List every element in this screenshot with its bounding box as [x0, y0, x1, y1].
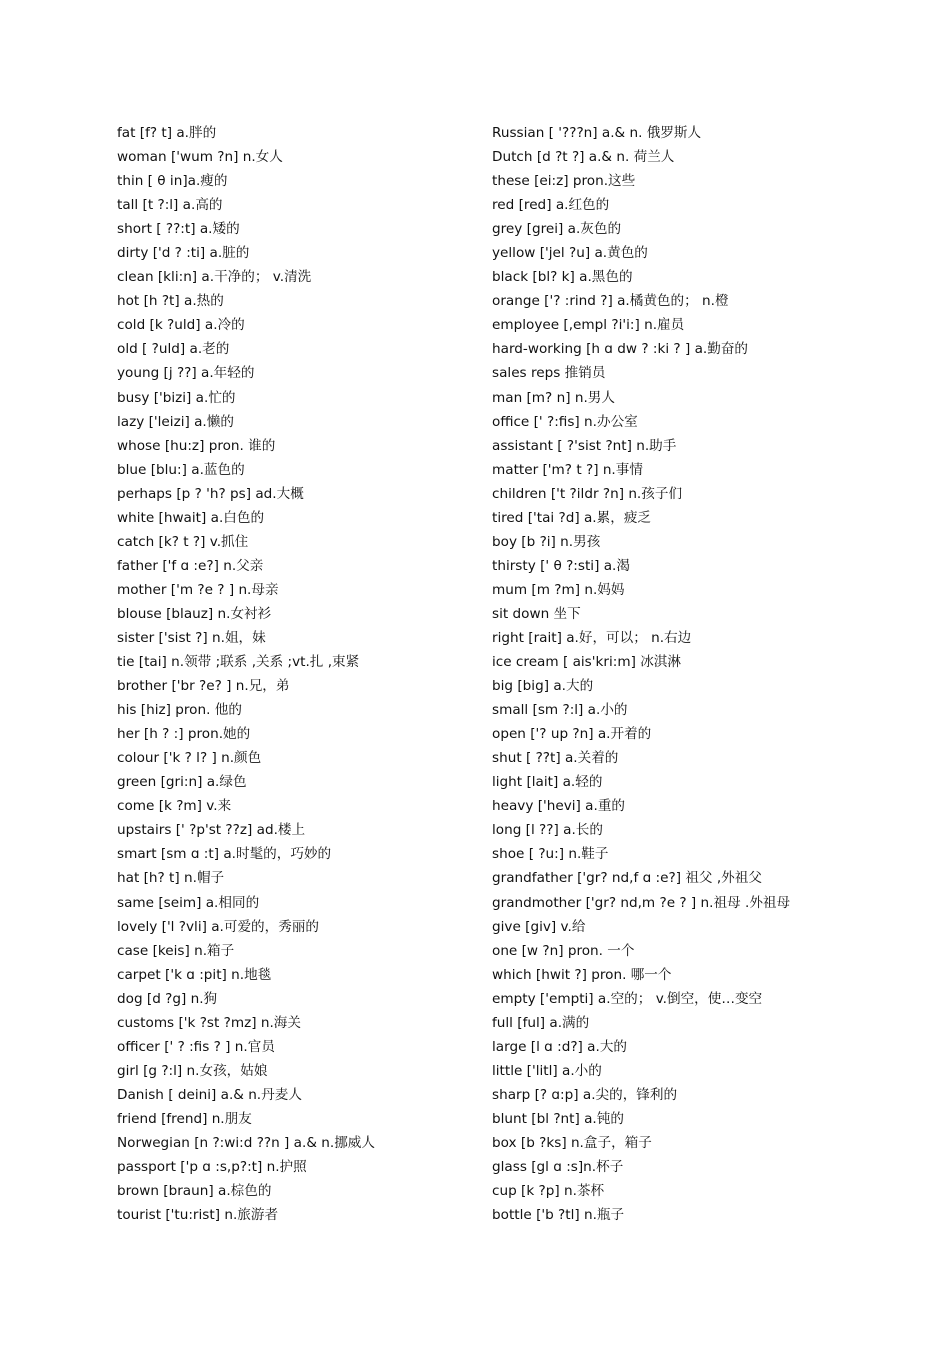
vocab-entry: old [ ?uld] a.老的 — [117, 341, 230, 358]
vocab-entry: perhaps [p ? 'h? ps] ad.大概 — [117, 485, 304, 502]
vocab-entry: cold [k ?uld] a.冷的 — [117, 317, 245, 334]
vocab-entry: these [ei:z] pron.这些 — [492, 173, 636, 190]
vocab-entry: grey [grei] a.灰色的 — [492, 221, 622, 238]
vocab-entry: man [m? n] n.男人 — [492, 389, 615, 406]
vocab-entry: whose [hu:z] pron. 谁的 — [117, 437, 276, 454]
vocab-entry: short [ ??:t] a.矮的 — [117, 221, 240, 238]
vocab-entry: light [lait] a.轻的 — [492, 774, 603, 791]
vocab-entry: mum [m ?m] n.妈妈 — [492, 581, 625, 598]
vocab-entry: blouse [blauz] n.女衬衫 — [117, 605, 272, 622]
vocab-entry: colour ['k ? l? ] n.颜色 — [117, 750, 262, 767]
vocab-entry: busy ['bizi] a.忙的 — [117, 389, 236, 406]
vocab-entry: catch [k? t ?] v.抓住 — [117, 533, 249, 550]
vocab-entry: hat [h? t] n.帽子 — [117, 870, 225, 887]
vocab-entry: empty ['empti] a.空的； v.倒空，使…变空 — [492, 990, 763, 1007]
vocab-entry: dog [d ?g] n.狗 — [117, 990, 218, 1007]
vocab-entry: black [bl? k] a.黑色的 — [492, 269, 633, 286]
vocab-entry: clean [kli:n] a.干净的； v.清洗 — [117, 269, 312, 286]
vocab-entry: Russian [ '???n] a.& n. 俄罗斯人 — [492, 125, 702, 141]
vocab-entry: dirty ['d ? :ti] a.脏的 — [117, 245, 250, 262]
vocab-entry: tall [t ?:l] a.高的 — [117, 197, 223, 214]
vocab-entry: large [l ɑ :d?] a.大的 — [492, 1038, 628, 1055]
vocab-entry: small [sm ?:l] a.小的 — [492, 702, 628, 719]
vocab-entry: officer [' ? :fis ? ] n.官员 — [117, 1038, 275, 1055]
vocab-entry: passport ['p ɑ :s,p?:t] n.护照 — [117, 1159, 307, 1176]
vocab-entry: brown [braun] a.棕色的 — [117, 1183, 272, 1200]
vocab-entry: blue [blu:] a.蓝色的 — [117, 461, 245, 478]
vocab-entry: customs ['k ?st ?mz] n.海关 — [117, 1014, 301, 1031]
vocab-entry: same [seim] a.相同的 — [117, 894, 260, 911]
vocab-entry: tired ['tai ?d] a.累，疲乏 — [492, 509, 652, 526]
vocab-entry: woman ['wum ?n] n.女人 — [117, 149, 283, 166]
vocab-entry: father ['f ɑ :e?] n.父亲 — [117, 557, 264, 574]
vocab-entry: open ['? up ?n] a.开着的 — [492, 726, 652, 743]
vocab-entry: heavy ['hevi] a.重的 — [492, 798, 626, 815]
vocab-entry: hot [h ?t] a.热的 — [117, 293, 224, 310]
vocab-entry: orange ['? :rind ?] a.橘黄色的； n.橙 — [492, 293, 729, 310]
vocab-entry: big [big] a.大的 — [492, 678, 594, 695]
vocab-entry: grandmother ['gr? nd,m ?e ? ] n.祖母 .外祖母 — [492, 894, 791, 911]
vocab-entry: office [' ?:fis] n.办公室 — [492, 413, 638, 430]
vocab-entry: young [j ??] a.年轻的 — [117, 365, 255, 382]
vocab-entry: tourist ['tu:rist] n.旅游者 — [117, 1207, 279, 1224]
vocab-entry: boy [b ?i] n.男孩 — [492, 533, 601, 550]
vocab-entry: case [keis] n.箱子 — [117, 942, 235, 959]
vocab-entry: hard-working [h ɑ dw ? :ki ? ] a.勤奋的 — [492, 341, 749, 358]
vocab-entry: ice cream [ ais'kri:m] 冰淇淋 — [492, 654, 681, 671]
vocab-entry: girl [g ?:l] n.女孩，姑娘 — [117, 1062, 268, 1079]
vocab-entry: tie [tai] n.领带 ;联系 ,关系 ;vt.扎 ,束紧 — [117, 654, 360, 671]
vocab-entry: smart [sm ɑ :t] a.时髦的，巧妙的 — [117, 846, 332, 863]
vocab-entry: carpet ['k ɑ :pit] n.地毯 — [117, 966, 272, 983]
vocab-entry: give [giv] v.给 — [492, 918, 586, 935]
vocab-entry: red [red] a.红色的 — [492, 197, 610, 214]
vocab-entry: grandfather ['gr? nd,f ɑ :e?] 祖父 ,外祖父 — [492, 870, 762, 887]
vocab-entry: upstairs [' ?p'st ??z] ad.楼上 — [117, 822, 306, 839]
vocab-entry: brother ['br ?e? ] n.兄，弟 — [117, 678, 290, 695]
vocab-entry: box [b ?ks] n.盒子，箱子 — [492, 1134, 652, 1151]
vocab-entry: thirsty [' θ ?:sti] a.渴 — [492, 557, 630, 574]
vocab-entry: glass [gl ɑ :s]n.杯子 — [492, 1159, 624, 1176]
vocab-entry: little ['litl] a.小的 — [492, 1062, 602, 1079]
vocab-entry: come [k ?m] v.来 — [117, 798, 232, 815]
vocab-entry: mother ['m ?e ? ] n.母亲 — [117, 581, 279, 598]
vocab-entry: fat [f? t] a.胖的 — [117, 125, 217, 141]
vocab-entry: right [rait] a.好，可以； n.右边 — [492, 629, 692, 646]
vocab-entry: Dutch [d ?t ?] a.& n. 荷兰人 — [492, 149, 675, 166]
vocab-entry: one [w ?n] pron. 一个 — [492, 942, 635, 959]
vocab-entry: sharp [? ɑ:p] a.尖的，锋利的 — [492, 1086, 678, 1103]
right-column — [492, 121, 912, 1227]
vocab-entry: friend [frend] n.朋友 — [117, 1110, 252, 1127]
left-column — [117, 121, 477, 1227]
vocab-entry: assistant [ ?'sist ?nt] n.助手 — [492, 437, 677, 454]
vocab-entry: green [gri:n] a.绿色 — [117, 774, 247, 791]
vocab-entry: his [hiz] pron. 他的 — [117, 702, 242, 719]
vocab-entry: lovely ['l ?vli] a.可爱的，秀丽的 — [117, 918, 320, 935]
vocab-entry: sit down 坐下 — [492, 605, 581, 622]
vocab-entry: Danish [ deini] a.& n.丹麦人 — [117, 1086, 302, 1103]
vocab-entry: full [ful] a.满的 — [492, 1014, 590, 1031]
vocab-entry: lazy ['leizi] a.懒的 — [117, 413, 234, 430]
vocab-entry: thin [ θ in]a.瘦的 — [117, 173, 228, 190]
vocab-entry: children ['t ?ildr ?n] n.孩子们 — [492, 485, 683, 502]
vocab-entry: matter ['m? t ?] n.事情 — [492, 461, 643, 478]
vocab-entry: which [hwit ?] pron. 哪一个 — [492, 966, 672, 983]
vocab-entry: Norwegian [n ?:wi:d ??n ] a.& n.挪威人 — [117, 1134, 375, 1151]
vocab-entry: long [l ??] a.长的 — [492, 822, 603, 839]
vocab-entry: shoe [ ?u:] n.鞋子 — [492, 846, 609, 863]
vocab-entry: her [h ? :] pron.她的 — [117, 726, 251, 743]
vocab-entry: shut [ ??t] a.关着的 — [492, 750, 619, 767]
vocab-entry: cup [k ?p] n.茶杯 — [492, 1183, 605, 1200]
vocab-entry: blunt [bl ?nt] a.钝的 — [492, 1110, 624, 1127]
vocab-entry: white [hwait] a.白色的 — [117, 509, 265, 526]
vocab-entry: yellow ['jel ?u] a.黄色的 — [492, 245, 648, 262]
vocab-entry: sales reps 推销员 — [492, 365, 606, 382]
vocab-entry: sister ['sist ?] n.姐，妹 — [117, 629, 266, 646]
vocab-entry: bottle ['b ?tl] n.瓶子 — [492, 1207, 625, 1224]
vocab-entry: employee [,empl ?i'i:] n.雇员 — [492, 317, 685, 334]
